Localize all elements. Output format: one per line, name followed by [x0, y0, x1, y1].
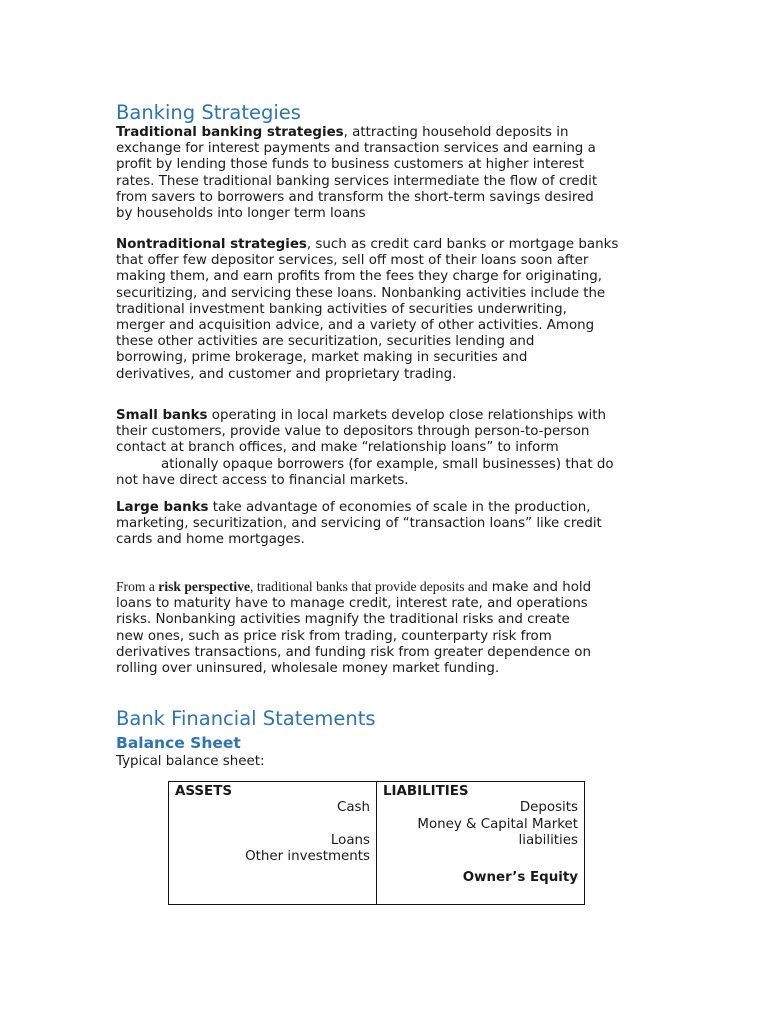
text-line: their customers, provide value to depositors through person-to-person	[116, 424, 590, 440]
term-large-banks: Large banks	[116, 500, 209, 515]
text-line: , such as credit card banks or mortgage banks	[306, 237, 619, 252]
paragraph-small-banks	[116, 408, 656, 489]
text-line: marketing, securitization, and servicing of “transaction loans” like credit	[116, 516, 602, 532]
text-line: cards and home mortgages.	[116, 532, 305, 548]
text-line: From a	[116, 579, 159, 594]
text-line: traditional investment banking activities of securities underwriting,	[116, 301, 567, 317]
assets-column	[169, 782, 377, 905]
text-line: by households into longer term loans	[116, 206, 366, 222]
text-line: operating in local markets develop close relationships with	[207, 408, 606, 423]
balance-intro: Typical balance sheet:	[116, 754, 265, 769]
asset-cash: Cash	[336, 800, 370, 816]
text-line: , attracting household deposits in	[343, 125, 569, 140]
text-line: securitizing, and servicing these loans. Nonbanking activities include the	[116, 285, 606, 301]
text-line: , traditional banks that provide deposits and	[250, 579, 488, 594]
text-line: rolling over uninsured, wholesale money market funding.	[116, 661, 500, 677]
liabilities-header: LIABILITIES	[383, 784, 469, 799]
text-line: ationally opaque borrowers (for example, small businesses) that do	[161, 456, 614, 472]
heading-balance-sheet: Balance Sheet	[116, 734, 241, 752]
asset-other-investments: Other investments	[245, 849, 370, 865]
liability-money-capital: Money & Capital Market	[417, 816, 578, 832]
text-line: loans to maturity have to manage credit, interest rate, and operations	[116, 596, 588, 612]
text-line: these other activities are securitization, securities lending and	[116, 334, 535, 350]
text-line: that offer few depositor services, sell off most of their loans soon after	[116, 253, 589, 269]
term-traditional: Traditional banking strategies	[116, 125, 344, 140]
text-line: profit by lending those funds to business customers at higher interest	[116, 157, 585, 173]
text-line: exchange for interest payments and transaction services and earning a	[116, 141, 596, 157]
paragraph-risk	[116, 579, 656, 677]
text-line: risks. Nonbanking activities magnify the traditional risks and create	[116, 612, 570, 628]
owners-equity: Owner’s Equity	[462, 869, 578, 885]
text-line: take advantage of economies of scale in the production,	[208, 500, 591, 515]
heading-bank-financial-statements: Bank Financial Statements	[116, 707, 376, 730]
liability-deposits: Deposits	[519, 800, 578, 816]
paragraph-large-banks	[116, 500, 656, 549]
text-line: merger and acquisition advice, and a variety of other activities. Among	[116, 318, 595, 334]
balance-sheet-table	[168, 781, 585, 905]
text-line: making them, and earn profits from the fees they charge for originating,	[116, 269, 602, 285]
text-line: derivatives, and customer and proprietary trading.	[116, 366, 457, 382]
text-line: from savers to borrowers and transform the short-term savings desired	[116, 189, 594, 205]
text-line: contact at branch offices, and make “relationship loans” to inform	[116, 440, 559, 456]
paragraph-nontraditional	[116, 237, 656, 383]
text-line: not have direct access to financial markets.	[116, 472, 409, 488]
heading-banking-strategies: Banking Strategies	[116, 101, 301, 124]
text-line: rates. These traditional banking services intermediate the flow of credit	[116, 173, 598, 189]
asset-loans: Loans	[330, 832, 370, 848]
text-line: borrowing, prime brokerage, market making in securities and	[116, 350, 528, 366]
term-small-banks: Small banks	[116, 408, 208, 423]
text-line: derivatives transactions, and funding risk from greater dependence on	[116, 644, 591, 660]
liabilities-column	[377, 782, 585, 905]
term-risk-perspective: risk perspective	[158, 579, 251, 594]
liability-liabilities: liabilities	[518, 833, 578, 849]
paragraph-traditional	[116, 125, 656, 222]
text-line: new ones, such as price risk from trading, counterparty risk from	[116, 628, 552, 644]
text-line: make and hold	[487, 580, 592, 595]
term-nontraditional: Nontraditional strategies	[116, 237, 307, 252]
assets-header: ASSETS	[175, 784, 232, 799]
